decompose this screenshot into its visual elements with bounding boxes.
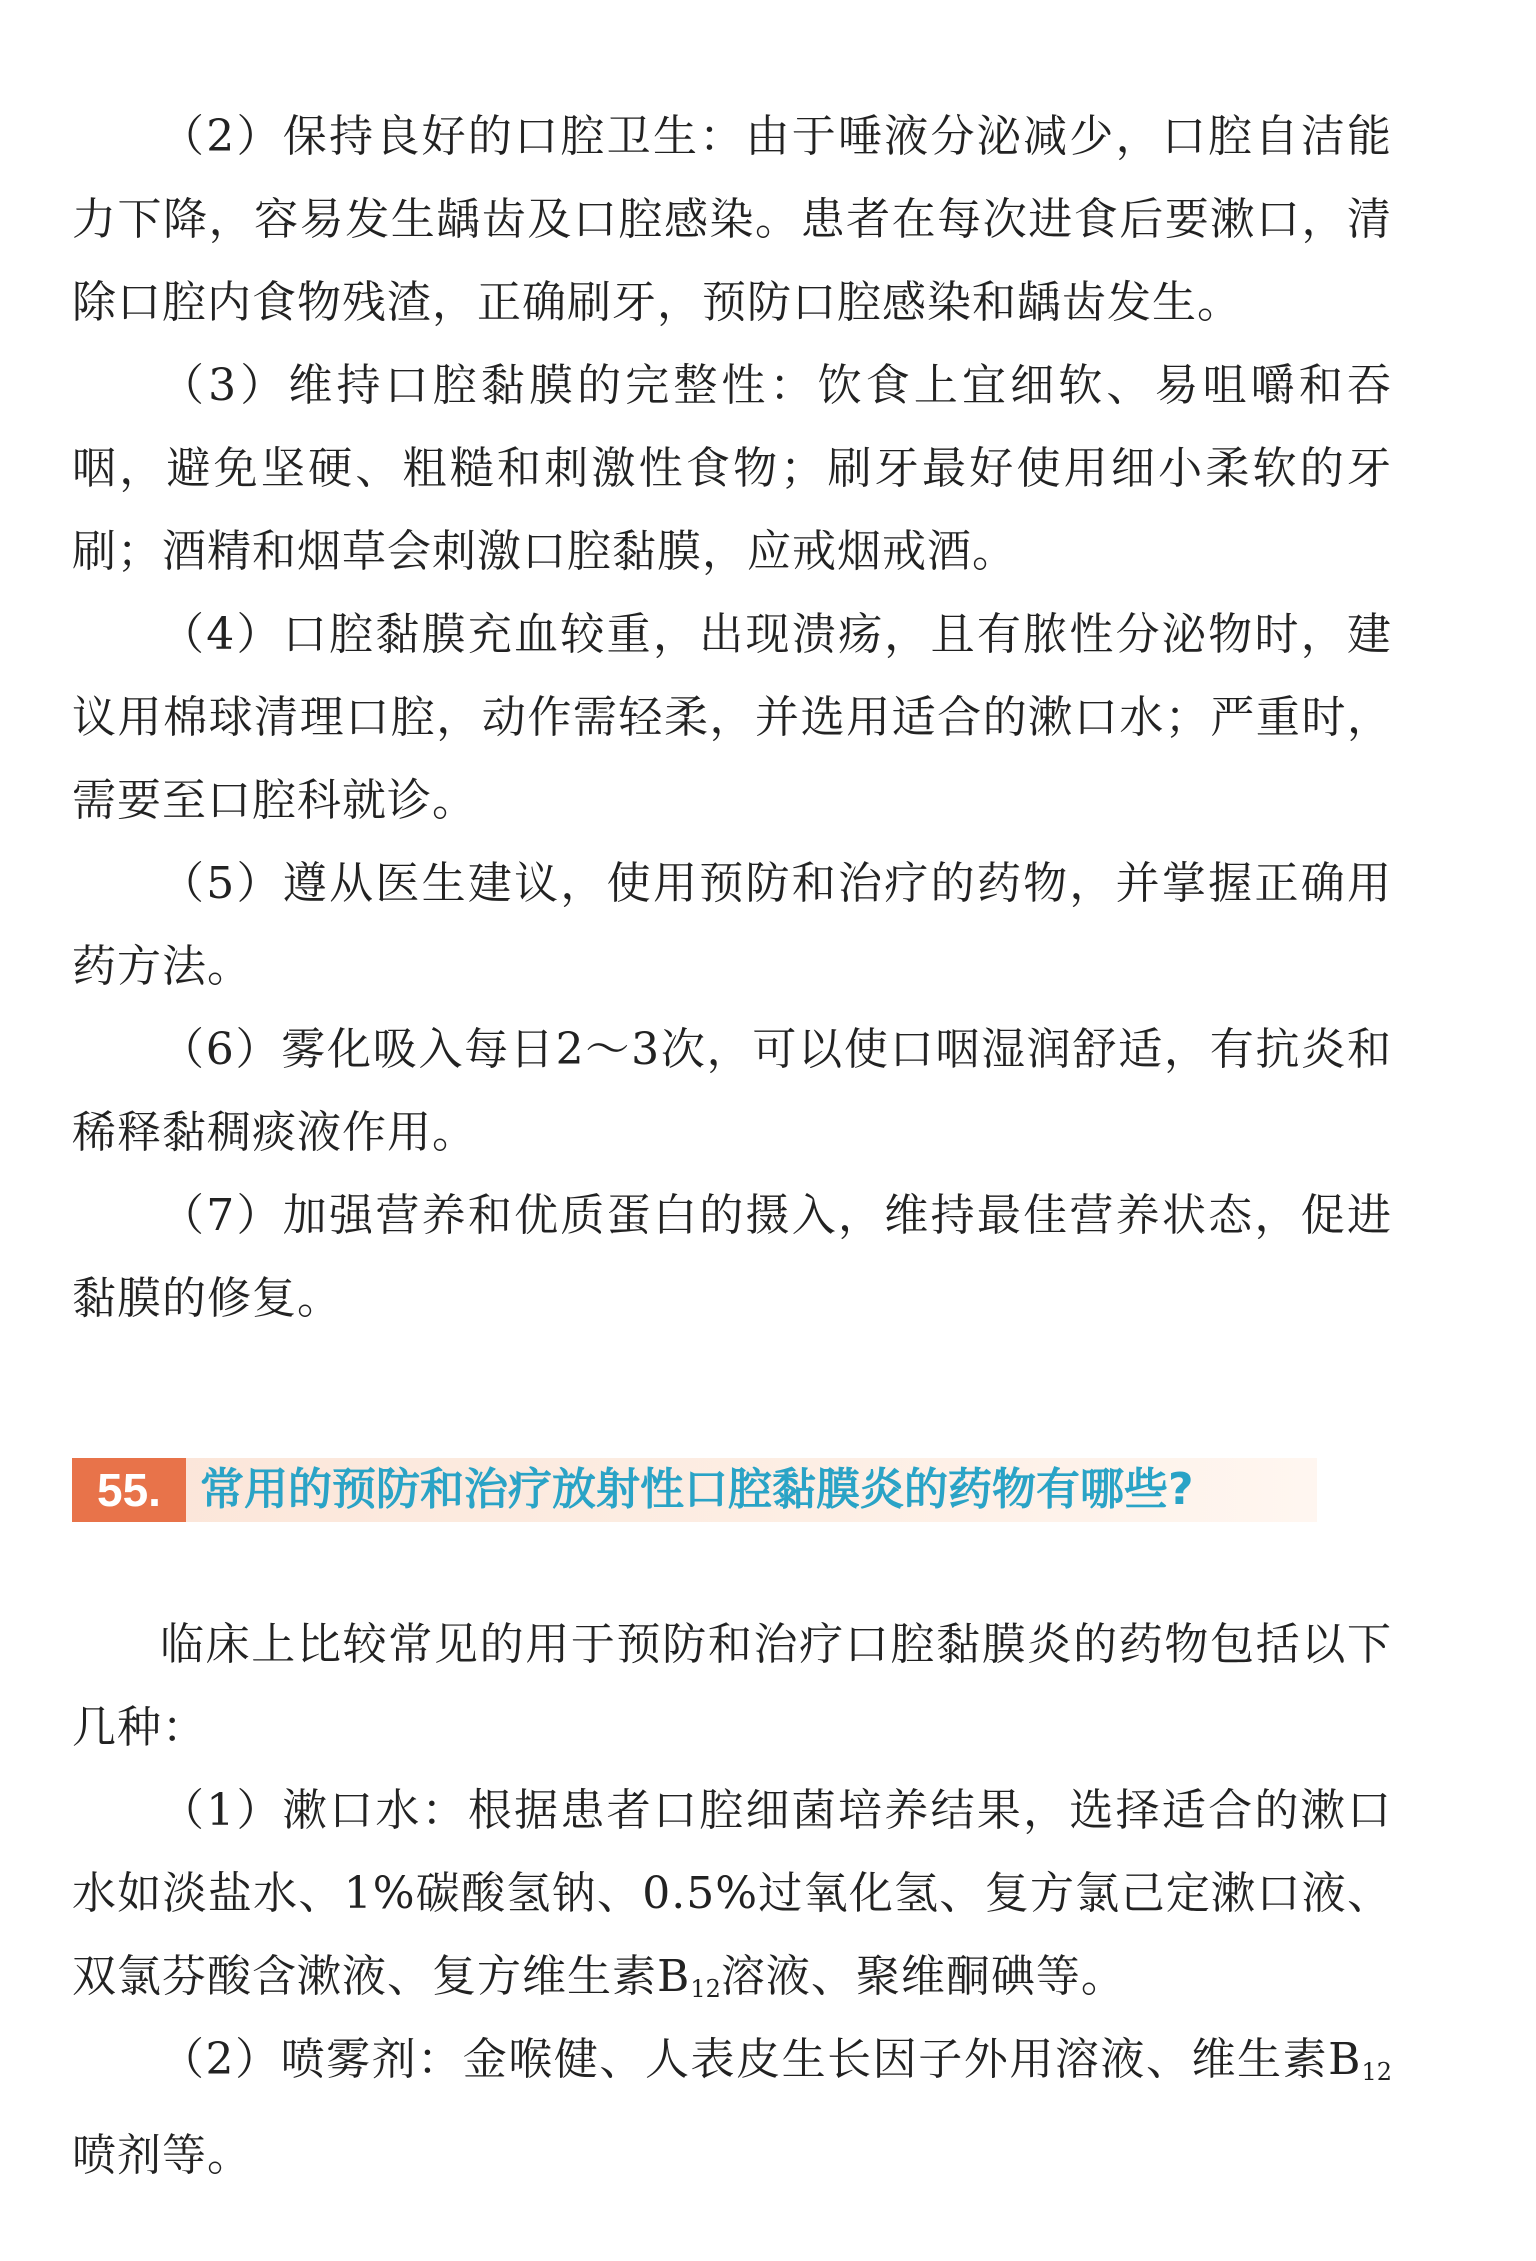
item-2-spray xyxy=(72,2018,1392,2197)
item-2-subscript: 12 xyxy=(1361,2058,1392,2086)
item-1-text-end: 溶液、聚维酮碘等。 xyxy=(720,1951,1126,2002)
section-title: 常用的预防和治疗放射性口腔黏膜炎的药物有哪些? xyxy=(200,1464,1194,1515)
item-1-text: （1）漱口水：根据患者口腔细菌培养结果，选择适合的漱口水如淡盐水、1%碳酸氢钠、0.5%过氧化氢、复方氯己定漱口液、双氯芬酸含漱液、复方维生素B xyxy=(72,1785,1392,2002)
section-number-badge: 55. xyxy=(72,1458,186,1522)
section-heading xyxy=(72,1458,1317,1522)
paragraph-4: （4）口腔黏膜充血较重，出现溃疡，且有脓性分泌物时，建议用棉球清理口腔，动作需轻柔，并选用适合的漱口水；严重时，需要至口腔科就诊。 xyxy=(72,609,1392,826)
paragraph-5: （5）遵从医生建议，使用预防和治疗的药物，并掌握正确用药方法。 xyxy=(72,858,1392,992)
paragraph-7: （7）加强营养和优质蛋白的摄入，维持最佳营养状态，促进黏膜的修复。 xyxy=(72,1190,1392,1324)
paragraph-3: （3）维持口腔黏膜的完整性：饮食上宜细软、易咀嚼和吞咽，避免坚硬、粗糙和刺激性食物；刷牙最好使用细小柔软的牙刷；酒精和烟草会刺激口腔黏膜，应戒烟戒酒。 xyxy=(72,360,1392,577)
item-1-mouthwash xyxy=(72,1769,1392,2031)
item-2-text: （2）喷雾剂：金喉健、人表皮生长因子外用溶液、维生素B xyxy=(160,2034,1362,2085)
paragraph-6: （6）雾化吸入每日2～3次，可以使口咽湿润舒适，有抗炎和稀释黏稠痰液作用。 xyxy=(72,1024,1392,1158)
paragraph-2: （2）保持良好的口腔卫生：由于唾液分泌减少，口腔自洁能力下降，容易发生龋齿及口腔感染。患者在每次进食后要漱口，清除口腔内食物残渣，正确刷牙，预防口腔感染和龋齿发生。 xyxy=(72,111,1392,328)
item-2-text-end: 喷剂等。 xyxy=(72,2130,252,2181)
item-1-subscript: 12 xyxy=(690,1975,721,2003)
intro-paragraph: 临床上比较常见的用于预防和治疗口腔黏膜炎的药物包括以下几种： xyxy=(72,1619,1392,1753)
